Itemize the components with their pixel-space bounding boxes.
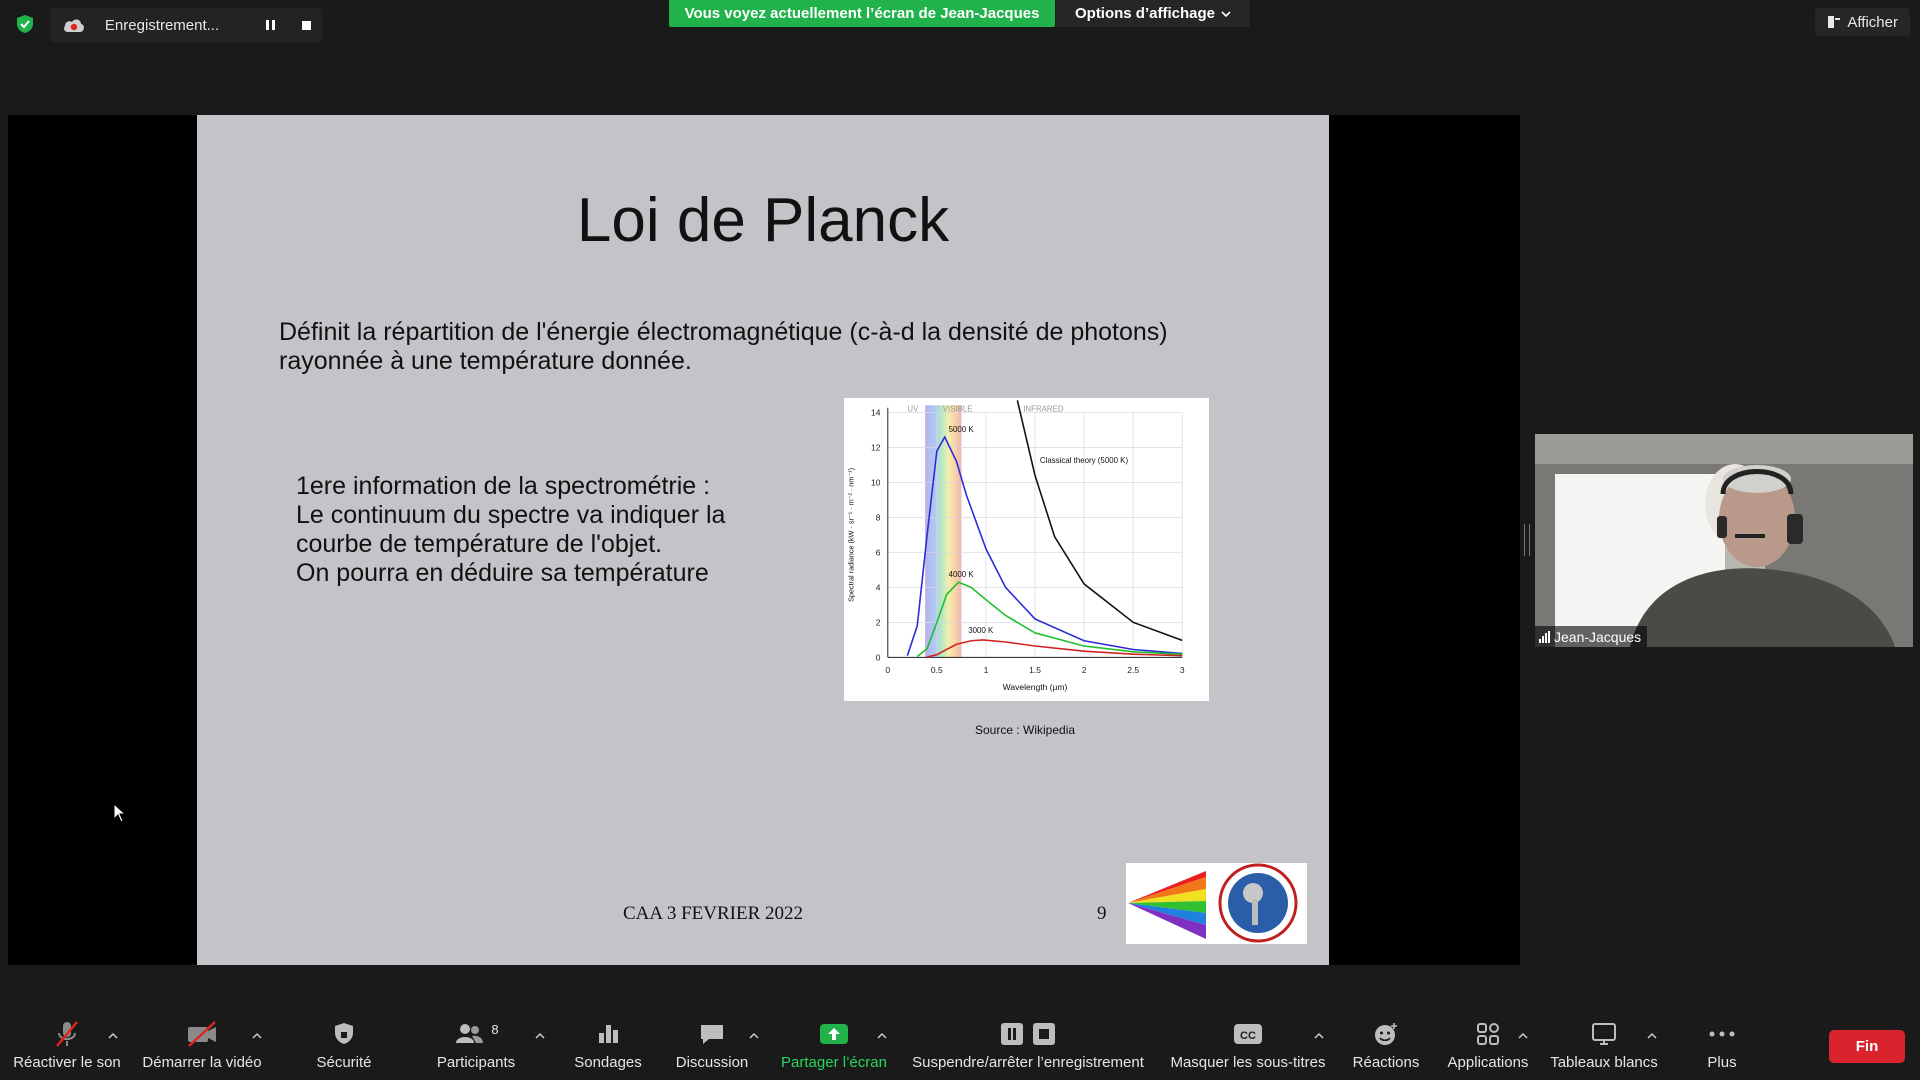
participants-label: Participants (436, 1054, 516, 1071)
chart-y-tick-label: 4 (875, 582, 881, 593)
participants-button[interactable] (428, 1014, 524, 1080)
reactions-button[interactable] (1346, 1014, 1426, 1080)
more-label: Plus (1707, 1054, 1737, 1071)
stop-recording-button[interactable] (291, 10, 322, 40)
chat-bubble-icon (698, 1014, 726, 1054)
participant-video-feed (1535, 434, 1913, 647)
pause-recording-button[interactable] (255, 10, 286, 40)
polls-button[interactable] (565, 1014, 651, 1080)
view-options-button[interactable] (1056, 0, 1250, 27)
chart-y-tick-label: 2 (875, 617, 881, 628)
whiteboard-icon (1590, 1014, 1618, 1054)
security-button[interactable] (304, 1014, 384, 1080)
chart-x-tick-label: 0.5 (930, 665, 943, 676)
chart-series-label: 5000 K (948, 424, 974, 434)
start-video-button[interactable] (138, 1014, 266, 1080)
chart-y-tick-label: 8 (875, 512, 881, 523)
end-meeting-button[interactable]: Fin (1829, 1030, 1905, 1063)
audio-options-caret-icon[interactable] (108, 1032, 118, 1040)
chart-x-tick-label: 2 (1081, 665, 1087, 676)
cloud-recording-icon (62, 14, 87, 36)
slide-bullets (296, 472, 816, 588)
more-dots-icon (1708, 1014, 1736, 1054)
chart-x-tick-label: 3 (1179, 665, 1185, 676)
club-logo (1126, 863, 1307, 944)
chart-y-tick-label: 6 (875, 547, 881, 558)
participants-icon (453, 1021, 485, 1047)
visible-band (925, 405, 961, 657)
share-screen-button[interactable] (776, 1014, 892, 1080)
polls-icon (595, 1014, 621, 1054)
participants-count: 8 (491, 1021, 499, 1037)
unmute-button[interactable] (12, 1014, 122, 1080)
chart-band-label: VISIBLE (942, 404, 973, 414)
start-video-label: Démarrer la vidéo (142, 1054, 262, 1071)
chart-series-label: 4000 K (948, 569, 974, 579)
chart-series-line (1017, 400, 1182, 640)
apps-button[interactable] (1440, 1014, 1536, 1080)
apps-options-caret-icon[interactable] (1518, 1032, 1528, 1040)
whiteboards-options-caret-icon[interactable] (1647, 1032, 1657, 1040)
planck-chart-svg (844, 398, 1209, 701)
slide-page-number: 9 (1097, 903, 1107, 924)
participant-video-tile[interactable] (1535, 434, 1913, 647)
hide-captions-button[interactable] (1168, 1014, 1328, 1080)
slide-bullet-line: On pourra en déduire sa température (296, 559, 709, 587)
slide-intro (279, 318, 1259, 376)
reactions-smiley-icon (1372, 1014, 1400, 1054)
pause-icon (1000, 1022, 1024, 1046)
signal-strength-icon (1539, 631, 1550, 643)
cc-icon (1232, 1014, 1264, 1054)
pause-stop-icon-group (1000, 1014, 1056, 1054)
slide-title: Loi de Planck (576, 186, 950, 255)
chart-series-line (927, 640, 1182, 657)
chart-source: Source : Wikipedia (975, 723, 1076, 737)
polls-label: Sondages (574, 1054, 642, 1071)
planck-chart (844, 398, 1209, 701)
chart-x-tick-label: 0 (885, 665, 891, 676)
participant-name-badge (1535, 626, 1647, 647)
slide-bullet-line: Le continuum du spectre va indiquer la (296, 501, 726, 529)
meeting-toolbar (0, 1014, 1920, 1080)
video-off-icon (185, 1014, 219, 1054)
chart-x-tick-label: 2.5 (1127, 665, 1140, 676)
share-screen-label: Partager l’écran (781, 1054, 887, 1071)
whiteboards-label: Tableaux blancs (1550, 1054, 1658, 1071)
view-options-label: Options d’affichage (1074, 5, 1215, 22)
muted-mic-icon (53, 1014, 81, 1054)
slide-intro-line: rayonnée à une température donnée. (279, 347, 692, 375)
captions-options-caret-icon[interactable] (1314, 1032, 1324, 1040)
presentation-slide (197, 115, 1329, 965)
chart-x-tick-label: 1 (983, 665, 989, 676)
slide-footer: CAA 3 FEVRIER 2022 (623, 903, 803, 924)
apps-icon (1475, 1014, 1501, 1054)
chart-x-axis-label: Wavelength (µm) (1002, 682, 1068, 693)
unmute-label: Réactiver le son (13, 1054, 121, 1071)
panel-show-icon (1827, 15, 1841, 29)
reactions-label: Réactions (1352, 1054, 1420, 1071)
share-options-caret-icon[interactable] (877, 1032, 887, 1040)
chart-y-axis-label: Spectral radiance (kW · sr⁻¹ · m⁻² · nm⁻¹) (846, 467, 856, 602)
slide-intro-line: Définit la répartition de l'énergie électromagnétique (c-à-d la densité de photons) (279, 318, 1168, 346)
more-button[interactable] (1692, 1014, 1752, 1080)
chart-y-tick-label: 12 (871, 442, 881, 453)
chevron-down-icon (1221, 10, 1231, 18)
participants-icon-group (453, 1014, 498, 1054)
chart-classical-annotation: Classical theory (5000 K) (1039, 456, 1129, 466)
chart-band-label: INFRARED (1023, 404, 1064, 414)
chat-label: Discussion (675, 1054, 749, 1071)
chart-y-tick-label: 10 (871, 477, 881, 488)
chart-y-tick-label: 0 (875, 652, 881, 663)
participant-name: Jean-Jacques (1554, 628, 1642, 645)
show-button[interactable] (1815, 8, 1910, 36)
video-options-caret-icon[interactable] (252, 1032, 262, 1040)
chat-button[interactable] (668, 1014, 756, 1080)
chart-band-label: UV (907, 404, 919, 414)
share-screen-icon (819, 1014, 849, 1054)
stop-icon (1032, 1022, 1056, 1046)
whiteboards-button[interactable] (1546, 1014, 1662, 1080)
chat-options-caret-icon[interactable] (749, 1032, 759, 1040)
chart-x-tick-label: 1.5 (1029, 665, 1041, 676)
recording-indicator (50, 8, 322, 42)
security-shield-toolbar-icon (331, 1014, 357, 1054)
participants-options-caret-icon[interactable] (535, 1032, 545, 1040)
svg-text:CC: CC (1240, 1030, 1256, 1042)
hide-captions-label: Masquer les sous-titres (1170, 1054, 1326, 1071)
pause-stop-recording-button[interactable] (906, 1014, 1150, 1080)
chart-y-tick-label: 14 (871, 407, 881, 418)
security-label: Sécurité (316, 1054, 372, 1071)
security-shield-icon[interactable] (14, 13, 36, 35)
prism-spectrum-logo (1126, 863, 1307, 944)
slide-bullet-line: courbe de température de l'objet. (296, 530, 663, 558)
show-label: Afficher (1847, 13, 1898, 31)
viewing-screen-banner: Vous voyez actuellement l’écran de Jean-Jacques (669, 0, 1055, 27)
apps-label: Applications (1447, 1054, 1529, 1071)
mouse-cursor-icon (113, 803, 127, 828)
pause-stop-recording-label: Suspendre/arrêter l’enregistrement (912, 1054, 1144, 1071)
chart-series-label: 3000 K (968, 625, 994, 635)
recording-label: Enregistrement... (104, 16, 220, 34)
slide-bullet-line: 1ere information de la spectrométrie : (296, 472, 711, 500)
panel-resize-handle[interactable] (1524, 524, 1530, 556)
